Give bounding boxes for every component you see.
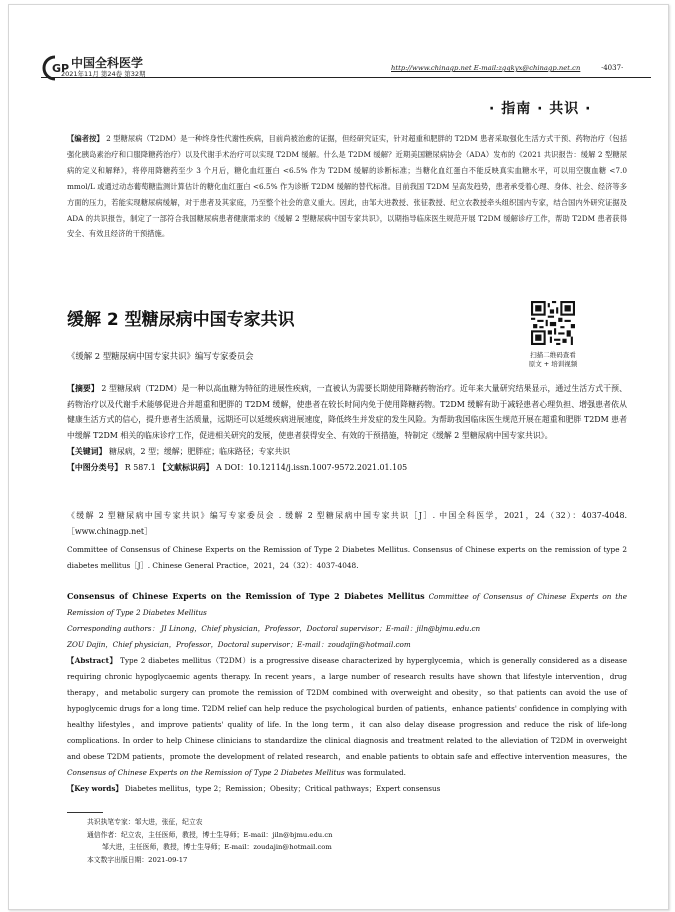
section-label: · 指南 · 共识 · [489,101,592,117]
doi[interactable]: DOI：10.12114/j.issn.1007-9572.2021.01.105 [224,462,408,472]
english-abstract [67,588,627,797]
corresponding-authors-1 [67,621,627,637]
qr-caption-line-1: 扫描二维码查看 [530,351,576,359]
header-rule [41,77,651,78]
english-title-line [67,588,627,621]
author-committee: 《缓解 2 型糖尿病中国专家共识》编写专家委员会 [67,351,254,361]
corresponding-author-2: ZOU Dajin，Chief physician，Professor，Doctoral supervisor；E-mail：zoudajin@hotmail.com [67,640,411,649]
abstract-cn-label: 【摘要】 [67,384,99,393]
corresponding-author-1: JI Linong，Chief physician，Professor，Doctoral supervisor；E-mail：jiln@bjmu.edu.cn [160,624,481,633]
english-committee: Committee of Consensus of Chinese Experts on the Remission of Type 2 Diabetes Mellitus [67,592,627,617]
english-abstract-body [67,653,627,781]
keywords-cn [67,444,627,460]
english-abstract-label: 【Abstract】 [67,656,118,665]
english-keywords-text: Diabetes mellitus，type 2；Remission；Obesity；Critical pathways；Expert consensus [124,784,441,793]
footnote-rule [67,812,103,813]
abstract-cn-text: 2 型糖尿病（T2DM）是一种以高血糖为特征的进展性疾病，一直被认为需要长期使用降糖药物治疗。近年来大量研究结果显示，通过生活方式干预、药物治疗以及代谢手术能够促进合并超重和肥胖的 T2DM 缓解，使患者在较长时间内免于使用降糖药物。T2DM 缓解有助于减轻患者心理负担、增强患者依从健康生活方式的信心，提升患者生活质量，远期还可以延缓疾病进展速度，降低终生并发症的发生风险。为帮助我国临床医生规范开展在超重和肥胖 T2DM 患者中缓解 T2DM 相关的临床诊疗工作，促进相关研究的发展，使患者获得安全、有效的干预措施，特制定《缓解 2 型糖尿病中国专家共识》。 [67,384,627,441]
clc-value: R 587.1 [124,462,156,472]
svg-text:GP: GP [52,62,70,75]
citation-cn: 《缓解 2 型糖尿病中国专家共识》编写专家委员会 . 缓解 2 型糖尿病中国专家共识［J］. 中国全科医学，2021，24（32）：4037-4048.［www.chinagp.net］ [67,511,627,536]
header-url[interactable]: http://www.chinagp.net E-mail:zgqkyx@chinagp.net.cn [391,64,581,72]
english-keywords-label: 【Key words】 [67,784,123,793]
clc-label: 【中图分类号】 [67,462,123,472]
abstract-cn-body [67,381,627,444]
footnotes [87,816,333,866]
keywords-cn-label: 【关键词】 [67,446,107,456]
citation-en: Committee of Consensus of Chinese Experts on the Remission of Type 2 Diabetes Mellitus. Consensus of Chinese experts on the remission of type 2 diabetes mellitus［J］. Chinese General Practice，2021，24（32）：4037-4048. [67,545,627,570]
journal-page [8,4,669,910]
classification-line [67,460,627,476]
english-abstract-text: Type 2 diabetes mellitus（T2DM）is a progressive disease characterized by hyperglycemia，which is generally considered as a disease requiring chronic hypoglycaemic agents therapy. In recent years，a large number of research results have shown that lifestyle intervention，drug therapy，and metabolic surgery can promote the remission of T2DM combined with overweight and obesity，so that patients can avoid the use of hypoglycemic drugs for a long time. T2DM relief can help reduce the psychological burden of patients，enhance patients' confidence in complying with healthy lifestyles，and improve patients' quality of life. In the long term，it can also delay disease progression and reduce the risk of life-long complications. In order to help Chinese clinicians to standardize the clinical diagnosis and treatment related to the alleviation of T2DM in overweight and obese T2DM patients，promote the development of related research，and enable patients to obtain safe and effective intervention measures，the [67,656,627,761]
qr-caption [519,351,587,369]
page-number: ·4037· [601,64,624,72]
corresponding-label: Corresponding authors： [67,624,159,633]
footnote-writers: 共识执笔专家：邹大进，张征，纪立农 [87,818,203,826]
journal-name: 中国全科医学 [71,56,144,70]
english-keywords [67,781,627,797]
journal-issue: 2021年11月 第24卷 第32期 [61,70,146,78]
editor-note-text: 2 型糖尿病（T2DM）是一种终身性代谢性疾病，目前尚被治愈的证据，但经研究证实，针对超重和肥胖的 T2DM 患者采取强化生活方式干预、药物治疗（包括强化胰岛素治疗和口服降糖药治疗）以及代谢手术治疗可以实现 T2DM 缓解。什么是 T2DM 缓解？近期美国糖尿病协会（ADA）发布的《2021 共识报告：缓解 2 型糖尿病的定义和解释》，将停用降糖药至少 3 个月后，糖化血红蛋白 <6.5% 作为 T2DM 缓解的诊断标准；当糖化血红蛋白不能反映真实血糖水平，可以用空腹血糖 <7.0 mmol/L 或通过动态葡萄糖监测计算估计的糖化血红蛋白 <6.5% 作为诊断 T2DM 缓解的替代标准。目前我国 T2DM 呈高发趋势，患者承受着心理、身体、社会、经济等多方面的压力，若能实现糖尿病缓解，对于患者及其家庭，乃至整个社会的意义重大。因此，由邹大进教授、张征教授、纪立农教授牵头组织国内专家，结合国内外研究证据及 ADA 的共识报告，制定了一部符合我国糖尿病患者健康需求的《缓解 2 型糖尿病中国专家共识》，以期指导临床医生规范开展 T2DM 缓解诊疗工作，帮助 T2DM 患者获得安全、有效且经济的干预措施。 [67,134,628,239]
doc-code-label: 【文献标识码】 [158,462,214,472]
qr-caption-line-2: 原文 + 培训视频 [528,360,578,368]
editor-note [67,131,627,242]
footnote-pub-date: 本文数字出版日期：2021-09-17 [87,855,188,864]
doc-code-value: A [216,462,222,472]
abstract-cn [67,381,627,475]
english-abstract-italic: Consensus of Chinese Experts on the Remission of Type 2 Diabetes Mellitus [67,768,345,777]
footnote-corr-2: 邹大进，主任医师，教授，博士生导师；E-mail：zoudajin@hotmail.com [101,843,332,852]
english-title: Consensus of Chinese Experts on the Remission of Type 2 Diabetes Mellitus [67,591,425,601]
footnote-corr-1: 通信作者：纪立农，主任医师，教授，博士生导师；E-mail：jiln@bjmu.edu.cn [87,830,333,839]
english-abstract-end: was formulated. [347,768,406,777]
editor-note-label: 【编者按】 [67,134,104,143]
qr-code-icon[interactable] [531,301,575,345]
article-title: 缓解 2 型糖尿病中国专家共识 [67,310,295,330]
keywords-cn-text: 糖尿病，2 型；缓解；肥胖症；临床路径；专家共识 [108,446,291,456]
